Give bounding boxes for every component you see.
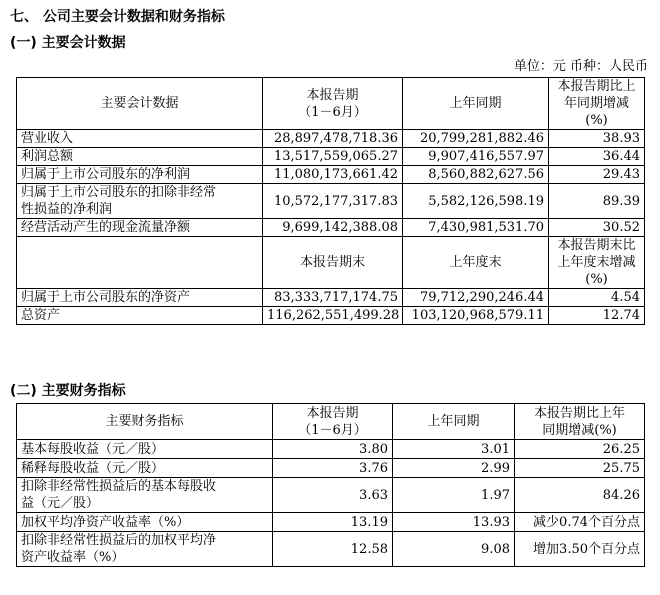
- row-prior: 103,120,968,579.11: [403, 307, 549, 325]
- row-label: 归属于上市公司股东的净资产: [17, 289, 263, 307]
- row-current: 116,262,551,499.28: [263, 307, 403, 325]
- table-row: [17, 478, 645, 513]
- row-prior: 9.08: [393, 532, 515, 567]
- row-change: 12.74: [549, 307, 645, 325]
- row-current: 13.19: [273, 513, 393, 532]
- row-current: 28,897,478,718.36: [263, 130, 403, 148]
- row-change: 增加3.50个百分点: [515, 532, 645, 567]
- row-label: 归属于上市公司股东的扣除非经常 性损益的净利润: [17, 184, 263, 219]
- row-change: 25.75: [515, 459, 645, 478]
- row-change: 4.54: [549, 289, 645, 307]
- row-change: 26.25: [515, 440, 645, 459]
- header-period-end: 本报告期末: [263, 237, 403, 289]
- header-prior-year-end: 上年度末: [403, 237, 549, 289]
- row-prior: 9,907,416,557.97: [403, 148, 549, 166]
- row-change: 29.43: [549, 166, 645, 184]
- row-current: 3.80: [273, 440, 393, 459]
- row-prior: 2.99: [393, 459, 515, 478]
- unit-currency-note: 单位：元 币种：人民币: [513, 59, 648, 74]
- row-label: 加权平均净资产收益率（%）: [17, 513, 273, 532]
- row-prior: 7,430,981,531.70: [403, 219, 549, 237]
- header-change-pct-2: 本报告期末比 上年度末增减 (%): [549, 237, 645, 289]
- table-row: [17, 184, 645, 219]
- row-label: 扣除非经常性损益后的基本每股收 益（元／股）: [17, 478, 273, 513]
- table-header-row: [17, 404, 645, 440]
- table-row: [17, 219, 645, 237]
- table-row: [17, 166, 645, 184]
- subheader-empty: [17, 237, 263, 289]
- row-label: 营业收入: [17, 130, 263, 148]
- header-prior-period: 上年同期: [403, 78, 549, 130]
- header-current-period: 本报告期 （1－6月）: [263, 78, 403, 130]
- table-header-row: [17, 78, 645, 130]
- table-row: [17, 289, 645, 307]
- row-label: 稀释每股收益（元／股）: [17, 459, 273, 478]
- row-change: 84.26: [515, 478, 645, 513]
- row-change: 36.44: [549, 148, 645, 166]
- row-current: 9,699,142,388.08: [263, 219, 403, 237]
- row-prior: 79,712,290,246.44: [403, 289, 549, 307]
- row-prior: 3.01: [393, 440, 515, 459]
- table-row: [17, 440, 645, 459]
- row-label: 扣除非经常性损益后的加权平均净 资产收益率（%）: [17, 532, 273, 567]
- row-label: 经营活动产生的现金流量净额: [17, 219, 263, 237]
- subsection-accounting-data: (一) 主要会计数据: [10, 35, 126, 51]
- accounting-data-table: [16, 77, 645, 325]
- row-current: 10,572,177,317.83: [263, 184, 403, 219]
- section-title: 七、 公司主要会计数据和财务指标: [10, 9, 225, 25]
- row-prior: 1.97: [393, 478, 515, 513]
- row-prior: 5,582,126,598.19: [403, 184, 549, 219]
- header-prior-period: 上年同期: [393, 404, 515, 440]
- row-current: 3.76: [273, 459, 393, 478]
- table-row: [17, 130, 645, 148]
- row-current: 12.58: [273, 532, 393, 567]
- row-label: 总资产: [17, 307, 263, 325]
- row-label: 归属于上市公司股东的净利润: [17, 166, 263, 184]
- header-current-period: 本报告期 （1－6月）: [273, 404, 393, 440]
- table-row: [17, 532, 645, 567]
- row-prior: 13.93: [393, 513, 515, 532]
- table-row: [17, 459, 645, 478]
- table-subheader-row: [17, 237, 645, 289]
- row-prior: 8,560,882,627.56: [403, 166, 549, 184]
- row-change: 38.93: [549, 130, 645, 148]
- row-change: 减少0.74个百分点: [515, 513, 645, 532]
- header-main-data: 主要会计数据: [17, 78, 263, 130]
- row-label: 利润总额: [17, 148, 263, 166]
- row-label: 基本每股收益（元／股）: [17, 440, 273, 459]
- row-current: 83,333,717,174.75: [263, 289, 403, 307]
- subsection-financial-indicators: (二) 主要财务指标: [10, 383, 126, 399]
- table-row: [17, 148, 645, 166]
- table-row: [17, 307, 645, 325]
- row-prior: 20,799,281,882.46: [403, 130, 549, 148]
- header-change-pct: 本报告期比上年 同期增减(%): [515, 404, 645, 440]
- header-main-indicators: 主要财务指标: [17, 404, 273, 440]
- row-current: 13,517,559,065.27: [263, 148, 403, 166]
- row-current: 11,080,173,661.42: [263, 166, 403, 184]
- financial-indicators-table: [16, 403, 645, 567]
- table-row: [17, 513, 645, 532]
- row-change: 89.39: [549, 184, 645, 219]
- header-change-pct: 本报告期比上 年同期增减 (%): [549, 78, 645, 130]
- row-change: 30.52: [549, 219, 645, 237]
- row-current: 3.63: [273, 478, 393, 513]
